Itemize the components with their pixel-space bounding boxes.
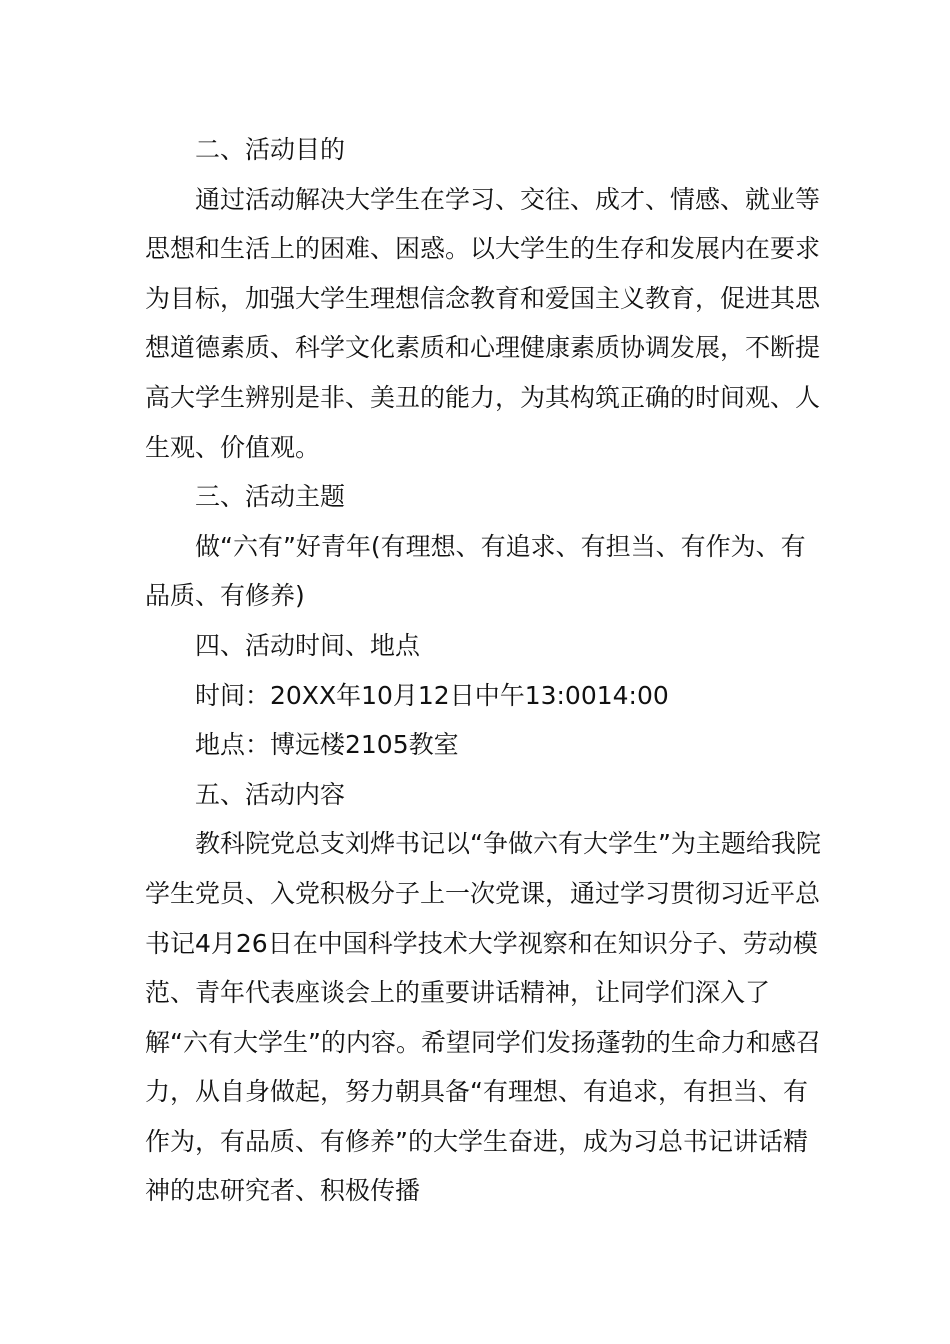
section-heading-theme: 三、活动主题: [195, 482, 346, 512]
paragraph-place: 地点：博远楼2105教室: [195, 730, 459, 760]
document-body: [145, 125, 825, 1216]
section-heading-purpose: 二、活动目的: [195, 135, 346, 164]
paragraph-purpose: 通过活动解决大学生在学习、交往、成才、情感、就业等思想和生活上的困难、困惑。以大学生的生存和发展内在要求为目标，加强大学生理想信念教育和爱国主义教育，促进其思想道德素质、科学文化素质和心理健康素质协调发展，不断提高大学生辨别是非、美丑的能力，为其构筑正确的时间观、人生观、价值观。: [145, 184, 821, 462]
section-heading-content: 五、活动内容: [195, 779, 346, 809]
paragraph-theme: 做“六有”好青年(有理想、有追求、有担当、有作为、有品质、有修养): [145, 531, 806, 611]
paragraph-content: 教科院党总支刘烨书记以“争做六有大学生”为主题给我院学生党员、入党积极分子上一次党课，通过学习贯彻习近平总书记4月26日在中国科学技术大学视察和在知识分子、劳动模范、青年代表座谈会上的重要讲话精神，让同学们深入了解“六有大学生”的内容。希望同学们发扬蓬勃的生命力和感召力，从自身做起，努力朝具备“有理想、有追求，有担当、有作为，有品质、有修养”的大学生奋进，成为习总书记讲话精神的忠研究者、积极传播: [145, 829, 821, 1206]
section-heading-time-place: 四、活动时间、地点: [195, 630, 421, 660]
paragraph-time: 时间：20XX年10月12日中午13:0014:00: [195, 680, 669, 710]
